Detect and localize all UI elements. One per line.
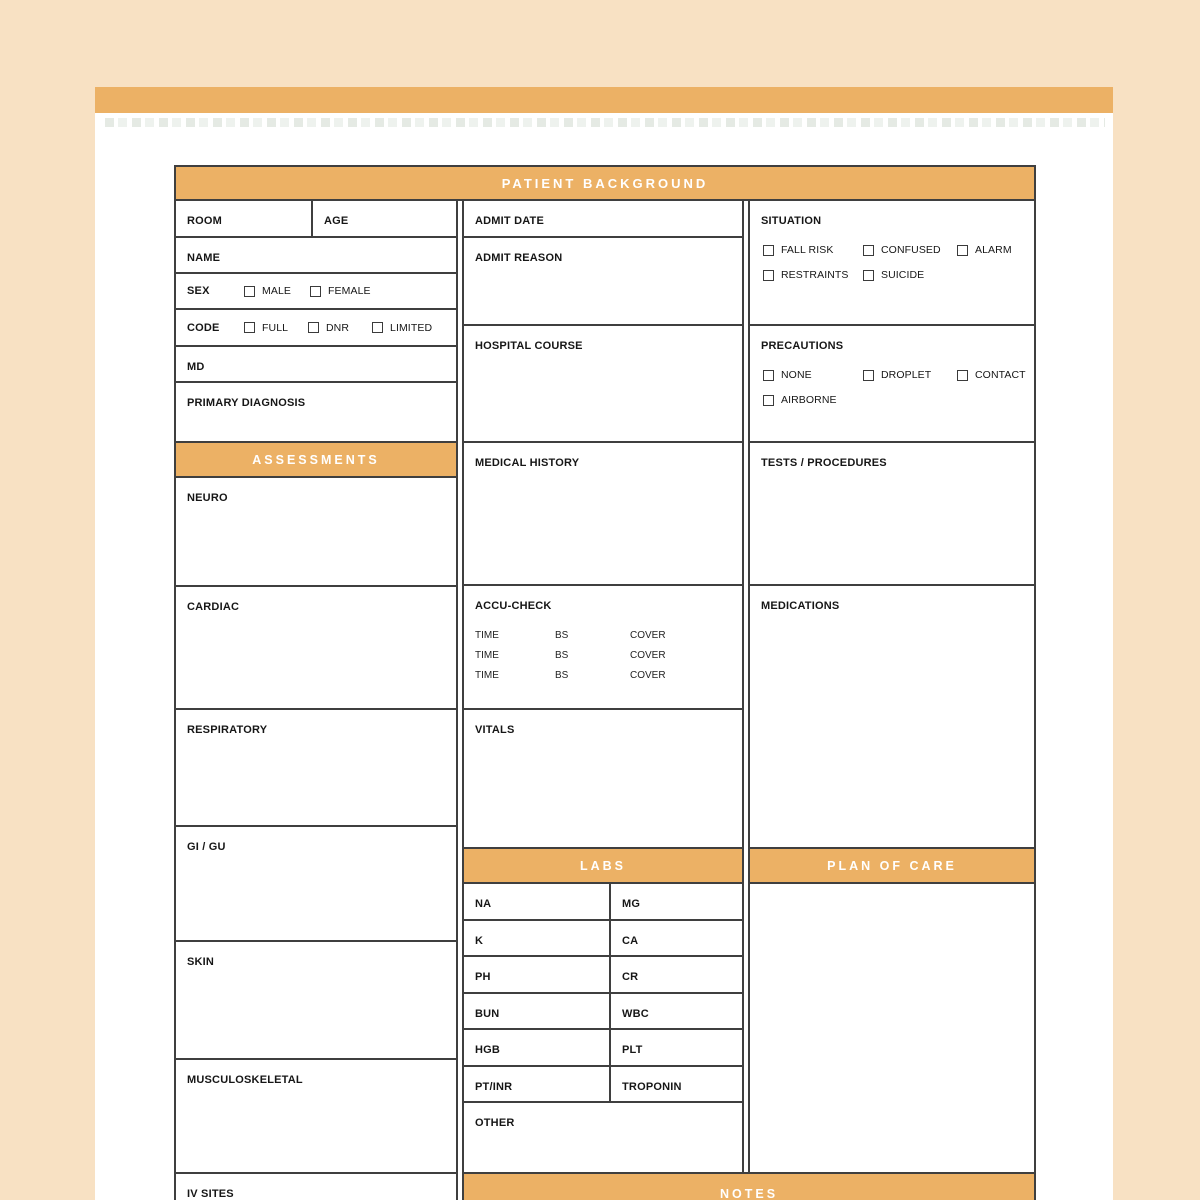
code-field [174, 308, 458, 347]
accu-check-field [462, 584, 744, 710]
sex-field [174, 272, 458, 310]
gi-gu-field [174, 825, 458, 942]
lab-ptinr-field [464, 1067, 609, 1101]
ca-label: CA [622, 935, 639, 947]
droplet-checkbox[interactable] [863, 370, 874, 381]
cardiac-field [174, 585, 458, 710]
neuro-field [174, 476, 458, 587]
bs-label: BS [555, 650, 569, 661]
cr-label: CR [622, 971, 639, 983]
code-option-limited [372, 322, 438, 334]
situation-option-restraints [763, 269, 863, 281]
hospital-course-field [462, 324, 744, 443]
age-label: AGE [324, 215, 349, 227]
medications-label: MEDICATIONS [761, 600, 840, 612]
iv-sites-label: IV SITES [187, 1188, 234, 1200]
precautions-option-contact [957, 369, 1026, 381]
precautions-label: PRECAUTIONS [761, 340, 844, 352]
labs-title: LABS [579, 858, 627, 873]
hospital-course-label: HOSPITAL COURSE [475, 340, 583, 352]
other-field [462, 1101, 744, 1174]
admit-date-label: ADMIT DATE [475, 215, 545, 227]
sex-label: SEX [187, 285, 210, 297]
mg-label: MG [622, 898, 641, 910]
patient-background-title: PATIENT BACKGROUND [501, 175, 709, 191]
accu-check-rows [475, 630, 731, 681]
time-label: TIME [475, 650, 499, 661]
situation-field [748, 199, 1036, 326]
limited-checkbox[interactable] [372, 322, 383, 333]
left-column [174, 199, 458, 1200]
precautions-field [748, 324, 1036, 443]
cover-label: COVER [630, 630, 666, 641]
labs-row [462, 992, 744, 1030]
sex-option-male [244, 285, 310, 297]
code-option-dnr [308, 322, 372, 334]
document-page [95, 113, 1113, 1200]
respiratory-label: RESPIRATORY [187, 724, 268, 736]
plan-of-care-title: PLAN OF CARE [827, 858, 957, 873]
lab-mg-field [609, 884, 742, 919]
admit-reason-label: ADMIT REASON [475, 252, 563, 264]
situation-option-confused [863, 244, 957, 256]
musculoskeletal-field [174, 1058, 458, 1174]
admit-date-field [462, 199, 744, 238]
none-label: NONE [781, 369, 812, 381]
time-label: TIME [475, 670, 499, 681]
labs-row [462, 955, 744, 994]
other-label: OTHER [475, 1117, 515, 1129]
lab-ph-field [464, 957, 609, 992]
bs-label: BS [555, 670, 569, 681]
patient-background-header [174, 165, 1036, 201]
suicide-checkbox[interactable] [863, 270, 874, 281]
limited-label: LIMITED [390, 321, 433, 334]
iv-sites-field [174, 1172, 458, 1200]
gi-gu-label: GI / GU [187, 841, 226, 853]
room-field [176, 201, 311, 236]
plan-of-care-header [748, 847, 1036, 884]
situation-option-alarm [957, 244, 1023, 256]
lab-ca-field [609, 921, 742, 955]
male-label: MALE [262, 285, 291, 297]
alarm-label: ALARM [975, 244, 1012, 256]
lab-cr-field [609, 957, 742, 992]
cardiac-label: CARDIAC [187, 601, 240, 613]
fall-risk-checkbox[interactable] [763, 245, 774, 256]
lab-plt-field [609, 1030, 742, 1065]
plan-of-care-body [748, 882, 1036, 1174]
situation-options [761, 244, 1023, 281]
cover-label: COVER [630, 670, 666, 681]
restraints-label: RESTRAINTS [781, 269, 849, 281]
respiratory-field [174, 708, 458, 827]
k-label: K [475, 935, 484, 947]
dnr-checkbox[interactable] [308, 322, 319, 333]
dnr-label: DNR [326, 321, 350, 334]
hgb-label: HGB [475, 1044, 501, 1056]
lab-k-field [464, 921, 609, 955]
pt-inr-label: PT/INR [475, 1081, 513, 1093]
situation-option-suicide [863, 269, 957, 281]
precautions-option-none [763, 369, 863, 381]
confused-checkbox[interactable] [863, 245, 874, 256]
plt-label: PLT [622, 1044, 643, 1056]
primary-diagnosis-label: PRIMARY DIAGNOSIS [187, 397, 306, 409]
right-column [748, 199, 1036, 1174]
none-checkbox[interactable] [763, 370, 774, 381]
tests-procedures-label: TESTS / PROCEDURES [761, 457, 887, 469]
ph-label: PH [475, 971, 491, 983]
medications-field [748, 584, 1036, 849]
labs-row [462, 919, 744, 957]
bs-label: BS [555, 630, 569, 641]
suicide-label: SUICIDE [881, 269, 925, 281]
labs-row [462, 1065, 744, 1103]
primary-diagnosis-field [174, 381, 458, 443]
labs-row [462, 882, 744, 921]
tests-procedures-field [748, 441, 1036, 586]
lab-troponin-field [609, 1067, 742, 1101]
lab-bun-field [464, 994, 609, 1028]
accu-check-label: ACCU-CHECK [475, 600, 552, 612]
situation-option-fall-risk [763, 244, 863, 256]
bun-label: BUN [475, 1008, 500, 1020]
assessments-header [174, 441, 458, 478]
name-field [174, 236, 458, 274]
female-label: FEMALE [328, 285, 371, 297]
lab-hgb-field [464, 1030, 609, 1065]
fall-risk-label: FALL RISK [781, 244, 834, 256]
code-option-full [244, 322, 308, 334]
watermark-strip [105, 118, 1105, 127]
contact-checkbox[interactable] [957, 370, 968, 381]
md-field [174, 345, 458, 383]
notes-header [462, 1172, 1036, 1200]
accu-check-row [475, 670, 731, 681]
wbc-label: WBC [622, 1008, 649, 1020]
sex-option-female [310, 285, 376, 297]
airborne-checkbox[interactable] [763, 395, 774, 406]
troponin-label: TROPONIN [622, 1081, 682, 1093]
vitals-field [462, 708, 744, 849]
assessments-title: ASSESSMENTS [252, 452, 380, 467]
female-checkbox[interactable] [310, 286, 321, 297]
medical-history-label: MEDICAL HISTORY [475, 457, 580, 469]
vitals-label: VITALS [475, 724, 515, 736]
room-label: ROOM [187, 215, 223, 227]
middle-column [462, 199, 744, 1174]
precautions-option-airborne [763, 394, 863, 406]
page-accent-bar [95, 87, 1113, 113]
accu-check-row [475, 650, 731, 661]
restraints-checkbox[interactable] [763, 270, 774, 281]
situation-label: SITUATION [761, 215, 822, 227]
md-label: MD [187, 361, 205, 373]
male-checkbox[interactable] [244, 286, 255, 297]
medical-history-field [462, 441, 744, 586]
age-field [311, 201, 456, 236]
labs-row [462, 1028, 744, 1067]
name-label: NAME [187, 252, 221, 264]
code-label: CODE [187, 321, 220, 334]
airborne-label: AIRBORNE [781, 394, 837, 406]
room-age-row [174, 199, 458, 238]
droplet-label: DROPLET [881, 369, 932, 381]
lab-na-field [464, 884, 609, 919]
precautions-options [761, 369, 1026, 406]
time-label: TIME [475, 630, 499, 641]
skin-label: SKIN [187, 956, 215, 968]
full-label: FULL [262, 321, 289, 334]
alarm-checkbox[interactable] [957, 245, 968, 256]
na-label: NA [475, 898, 492, 910]
cover-label: COVER [630, 650, 666, 661]
precautions-option-droplet [863, 369, 957, 381]
lab-wbc-field [609, 994, 742, 1028]
neuro-label: NEURO [187, 492, 228, 504]
admit-reason-field [462, 236, 744, 326]
full-checkbox[interactable] [244, 322, 255, 333]
notes-title: NOTES [719, 1187, 779, 1200]
skin-field [174, 940, 458, 1060]
musculoskeletal-label: MUSCULOSKELETAL [187, 1074, 303, 1086]
confused-label: CONFUSED [881, 244, 941, 256]
contact-label: CONTACT [975, 369, 1026, 381]
labs-header [462, 847, 744, 884]
accu-check-row [475, 630, 731, 641]
